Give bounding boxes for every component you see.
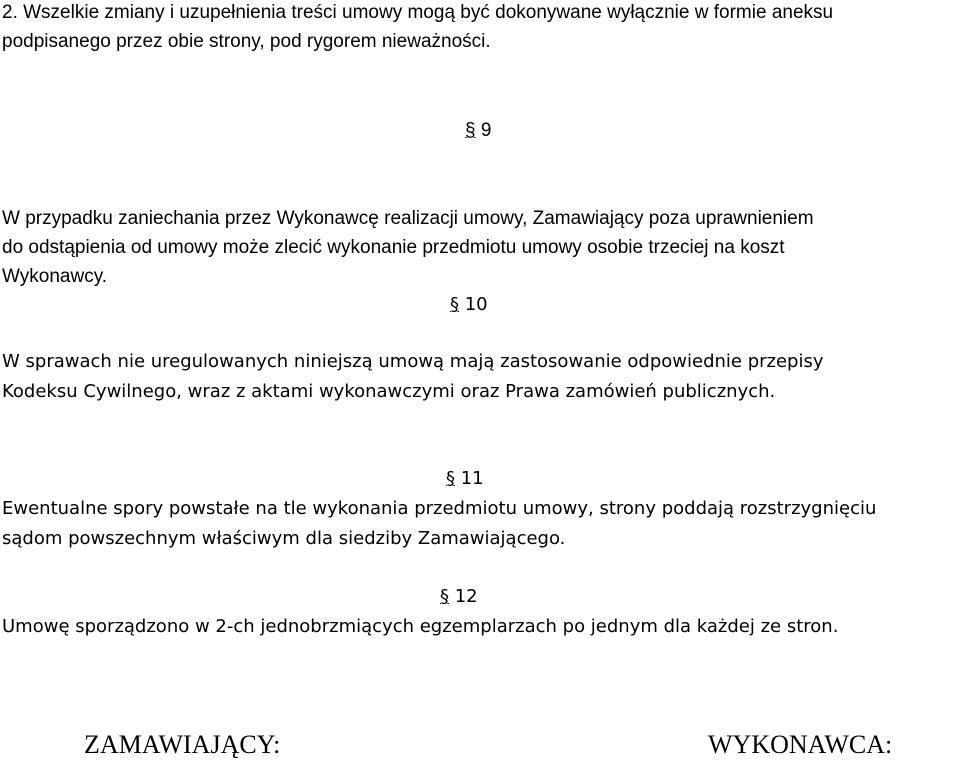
section-10-heading bbox=[450, 294, 488, 315]
section-9-line-1: W przypadku zaniechania przez Wykonawcę realizacji umowy, Zamawiający poza uprawnieniem bbox=[2, 208, 814, 229]
section-11-heading bbox=[446, 468, 484, 489]
section-symbol: § bbox=[446, 468, 455, 489]
section-11-line-2: sądom powszechnym właściwym dla siedziby Zamawiającego. bbox=[2, 528, 566, 549]
section-12-heading bbox=[440, 586, 478, 607]
section-number: 11 bbox=[460, 468, 484, 489]
section-number: 12 bbox=[454, 586, 478, 607]
section-9-heading bbox=[465, 120, 491, 142]
section-11-line-1: Ewentualne spory powstałe na tle wykonania przedmiotu umowy, strony poddają rozstrzygnięciu bbox=[2, 498, 877, 519]
section-symbol: § bbox=[440, 586, 449, 607]
section-number: 9 bbox=[480, 120, 492, 141]
section-9-line-2: do odstąpienia od umowy może zlecić wykonanie przedmiotu umowy osobie trzeciej na koszt bbox=[2, 237, 785, 258]
section-9-line-3: Wykonawcy. bbox=[2, 266, 108, 287]
signature-label-wykonawca: WYKONAWCA: bbox=[708, 730, 893, 759]
section-12-line-1: Umowę sporządzono w 2-ch jednobrzmiących egzemplarzach po jednym dla każdej ze stron. bbox=[2, 616, 839, 637]
section-symbol: § bbox=[450, 294, 459, 315]
clause-2-line-2: podpisanego przez obie strony, pod rygorem nieważności. bbox=[2, 31, 491, 52]
section-10-line-2: Kodeksu Cywilnego, wraz z aktami wykonawczymi oraz Prawa zamówień publicznych. bbox=[2, 381, 776, 402]
section-number: 10 bbox=[464, 294, 488, 315]
section-10-line-1: W sprawach nie uregulowanych niniejszą umową mają zastosowanie odpowiednie przepisy bbox=[2, 351, 824, 372]
section-symbol: § bbox=[465, 120, 476, 141]
clause-2-line-1: 2. Wszelkie zmiany i uzupełnienia treści umowy mogą być dokonywane wyłącznie w formie aneksu bbox=[2, 2, 834, 23]
signature-label-zamawiajacy: ZAMAWIAJĄCY: bbox=[84, 730, 281, 759]
